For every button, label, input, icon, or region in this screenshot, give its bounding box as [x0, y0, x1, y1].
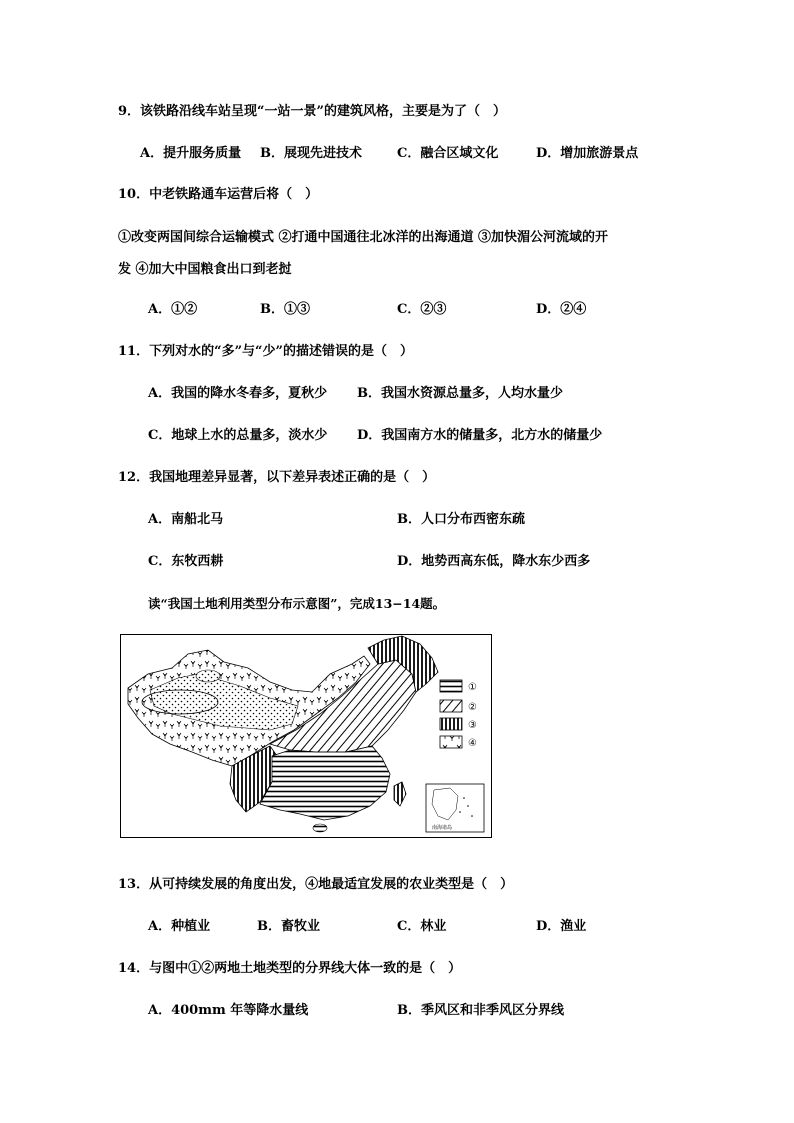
legend-label-4: ④ [468, 738, 477, 749]
q9-option-b: B．展现先进技术 [260, 146, 362, 161]
basin-north [196, 670, 220, 682]
legend-label-2: ② [468, 702, 477, 713]
hainan-island [313, 824, 327, 832]
q10-option-c: C．②③ [397, 302, 447, 317]
q9-option-c: C．融合区域文化 [397, 146, 499, 161]
q13-option-d: D．渔业 [536, 919, 587, 934]
q10-statements-line2: 发 ④加大中国粮食出口到老挝 [118, 262, 292, 277]
legend-swatch-4 [440, 736, 462, 748]
q14-option-a: A．400mm 年等降水量线 [148, 1003, 309, 1018]
land-use-map [120, 634, 492, 838]
q13-option-a: A．种植业 [148, 919, 211, 934]
legend-label-3: ③ [468, 720, 477, 731]
q11-option-a: A．我国的降水冬春多，夏秋少 [148, 386, 328, 401]
q10-option-d: D．②④ [536, 302, 587, 317]
q12-option-a: A．南船北马 [148, 512, 224, 527]
question-13-stem: 13．从可持续发展的角度出发，④地最适宜发展的农业类型是（ ） [118, 877, 514, 892]
q12-option-d: D．地势西高东低，降水东少西多 [397, 554, 591, 569]
map-intro-text: 读“我国土地利用类型分布示意图”，完成13−14题。 [148, 596, 446, 611]
legend-swatch-1 [440, 680, 462, 692]
q10-option-a: A．①② [148, 302, 198, 317]
q10-statements-line1: ①改变两国间综合运输模式 ②打通中国通往北冰洋的出海通道 ③加快湄公河流域的开 [118, 230, 609, 245]
legend-label-1: ① [468, 682, 477, 693]
south-china-sea-inset [426, 784, 484, 832]
q9-option-d: D．增加旅游景点 [536, 146, 639, 161]
q14-option-b: B．季风区和非季风区分界线 [397, 1003, 564, 1018]
q13-option-c: C．林业 [397, 919, 447, 934]
question-12-stem: 12．我国地理差异显著，以下差异表述正确的是（ ） [118, 470, 436, 485]
q9-option-a: A．提升服务质量 [140, 146, 242, 161]
question-9-stem: 9．该铁路沿线车站呈现“一站一景”的建筑风格，主要是为了（ ） [118, 104, 507, 119]
q12-option-c: C．东牧西耕 [148, 554, 224, 569]
inset-label: 南海诸岛 [432, 825, 453, 831]
q11-option-b: B．我国水资源总量多，人均水量少 [357, 386, 563, 401]
q10-option-b: B．①③ [260, 302, 310, 317]
question-11-stem: 11．下列对水的“多”与“少”的描述错误的是（ ） [118, 344, 414, 359]
question-10-stem: 10．中老铁路通车运营后将（ ） [118, 187, 319, 202]
q11-option-d: D．我国南方水的储量多，北方水的储量少 [357, 428, 603, 443]
question-14-stem: 14．与图中①②两地土地类型的分界线大体一致的是（ ） [118, 961, 462, 976]
q12-option-b: B．人口分布西密东疏 [397, 512, 525, 527]
q11-option-c: C．地球上水的总量多，淡水少 [148, 428, 328, 443]
q13-option-b: B．畜牧业 [257, 919, 320, 934]
legend-swatch-2 [440, 700, 462, 712]
legend-swatch-3 [440, 718, 462, 730]
